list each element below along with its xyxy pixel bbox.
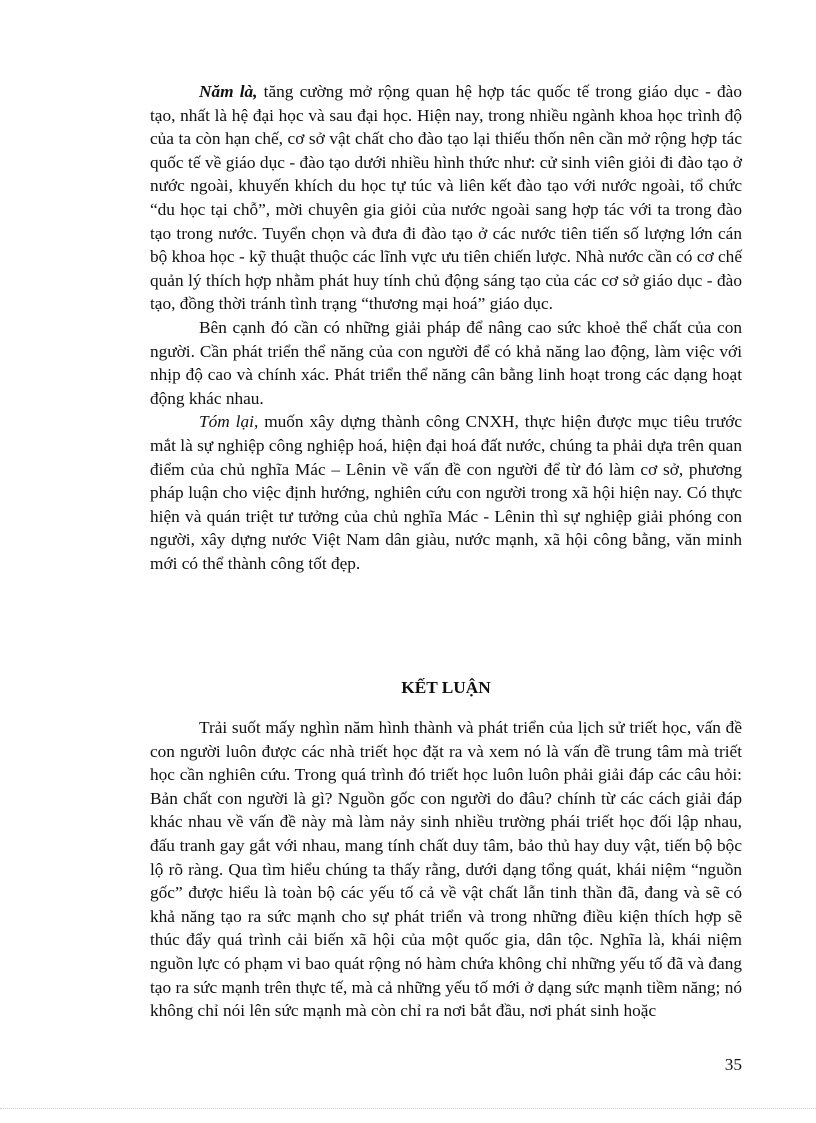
paragraph-summary <box>150 410 742 575</box>
paragraph-text: Trải suốt mấy nghìn năm hình thành và phát triển của lịch sử triết học, vấn đề con người luôn được các nhà triết học đặt ra và xem nó là vấn đề trung tâm mà triết học cần nghiên cứu. Trong quá trình đó triết học luôn luôn phải giải đáp các câu hỏi: Bản chất con người là gì? Nguồn gốc con người do đâu? chính từ các cách giải đáp khác nhau về vấn đề này mà làm nảy sinh nhiều trường phái triết học đối lập nhau, đấu tranh gay gắt với nhau, mang tính chất duy tâm, bảo thủ hay duy vật, tiến bộ bộc lộ rõ ràng. Qua tìm hiểu chúng ta thấy rằng, dưới dạng tổng quát, khái niệm “nguồn gốc” được hiểu là toàn bộ các yếu tố cả về vật chất lẫn tinh thần đã, đang và sẽ có khả năng tạo ra sức mạnh cho sự phát triển và trong những điều kiện thích hợp sẽ thúc đẩy quá trình cải biến xã hội của một quốc gia, dân tộc. Nghĩa là, khái niệm nguồn lực có phạm vi bao quát rộng nó hàm chứa không chỉ những yếu tố đã và đang tạo ra sức mạnh trên thực tế, mà cả những yếu tố mới ở dạng sức mạnh tiềm năng; nó không chỉ nói lên sức mạnh mà còn chỉ ra nơi bắt đầu, nơi phát sinh hoặc <box>150 718 742 1021</box>
section-body-upper <box>150 80 742 575</box>
paragraph-text: tăng cường mở rộng quan hệ hợp tác quốc tế trong giáo dục - đào tạo, nhất là hệ đại học và sau đại học. Hiện nay, trong nhiều ngành khoa học trình độ của ta còn hạn chế, cơ sở vật chất cho đào tạo lại thiếu thốn nên cần mở rộng hợp tác quốc tế về giáo dục - đào tạo dưới nhiều hình thức như: cử sinh viên giỏi đi đào tạo ở nước ngoài, khuyến khích du học tự túc và liên kết đào tạo với nước ngoài, tổ chức “du học tại chỗ”, mời chuyên gia giỏi của nước ngoài sang hợp tác với ta trong đào tạo trong nước. Tuyển chọn và đưa đi đào tạo ở các nước tiên tiến số lượng lớn cán bộ khoa học - kỹ thuật thuộc các lĩnh vực ưu tiên chiến lược. Nhà nước cần có cơ chế quản lý thích hợp nhằm phát huy tính chủ động sáng tạo của các cơ sở giáo dục - đào tạo, đồng thời tránh tình trạng “thương mại hoá” giáo dục. <box>150 82 742 314</box>
page-number: 35 <box>724 1055 742 1074</box>
paragraph-nam-la <box>150 80 742 316</box>
paragraph-text: , muốn xây dựng thành công CNXH, thực hiện được mục tiêu trước mắt là sự nghiệp công nghiệp hoá, hiện đại hoá đất nước, chúng ta phải dựa trên quan điểm của chủ nghĩa Mác – Lênin về vấn đề con người để từ đó làm cơ sở, phương pháp luận cho việc định hướng, nghiên cứu con người trong xã hội hiện nay. Có thực hiện và quán triệt tư tưởng của chủ nghĩa Mác - Lênin thì sự nghiệp giải phóng con người, xây dựng nước Việt Nam dân giàu, nước mạnh, xã hội công bằng, văn minh mới có thể thành công tốt đẹp. <box>150 412 743 573</box>
paragraph-text: Bên cạnh đó cần có những giải pháp để nâng cao sức khoẻ thể chất của con người. Cần phát triển thể năng của con người để có khả năng lao động, làm việc với nhịp độ cao và chính xác. Phát triển thể năng cân bằng linh hoạt trong các dạng hoạt động khác nhau. <box>150 317 742 408</box>
conclusion-body <box>150 716 742 1023</box>
paragraph-conclusion <box>150 716 742 1023</box>
conclusion-heading: KẾT LUẬN <box>401 678 491 697</box>
paragraph-health <box>150 316 742 410</box>
paragraph-lead-bold-italic: Năm là, <box>199 82 258 101</box>
footer-divider <box>0 1108 816 1109</box>
paragraph-lead-italic: Tóm lại <box>199 412 254 432</box>
